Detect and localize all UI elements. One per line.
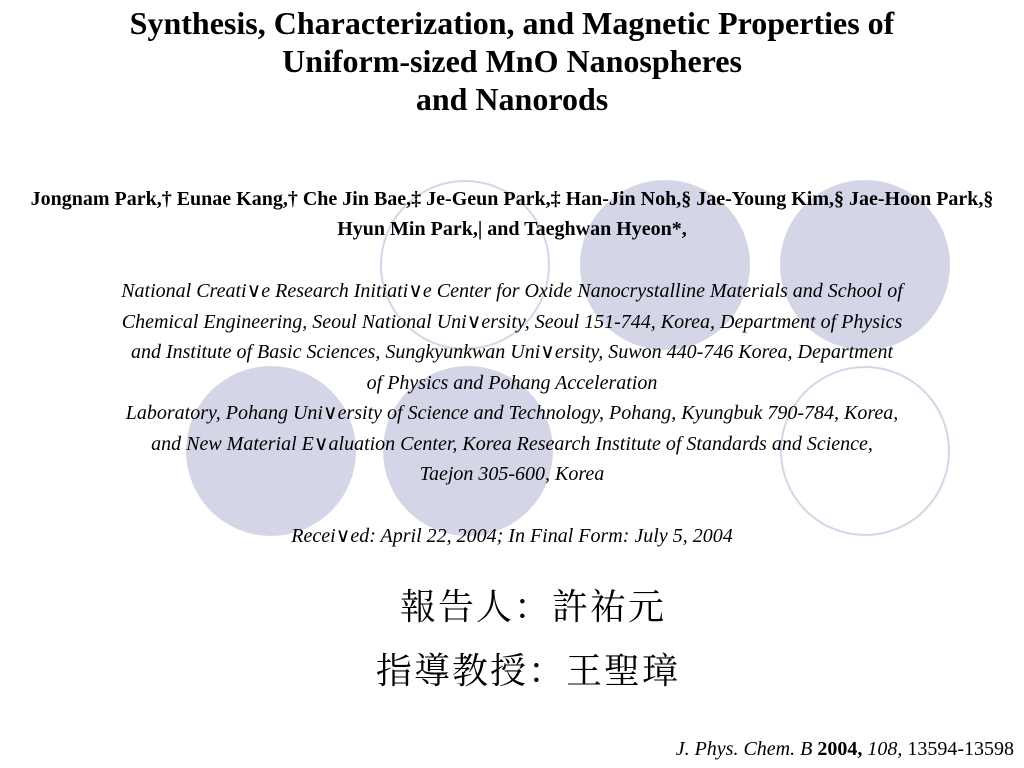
advisor-name: 指導教授：王聖璋 xyxy=(376,651,681,692)
affiliation-line-1: National Creati∨e Research Initiati∨e Center for Oxide Nanocrystalline Materials and School of xyxy=(121,280,903,302)
received-date: Recei∨ed: April 22, 2004; In Final Form: July 5, 2004 xyxy=(291,525,733,547)
affiliation-line-2: Chemical Engineering, Seoul National Uni∨ersity, Seoul 151-744, Korea, Department of Physics xyxy=(121,310,903,333)
affiliation-line-6: and New Material E∨aluation Center, Korea Research Institute of Standards and Science, xyxy=(151,432,873,455)
title-line-3: and Nanorods xyxy=(415,81,609,117)
citation-year: 2004, xyxy=(817,738,863,760)
journal-citation xyxy=(676,736,1014,762)
citation-pages: 13594-13598 xyxy=(907,738,1014,760)
affiliation-line-5: Laboratory, Pohang Uni∨ersity of Science and Technology, Pohang, Kyungbuk 790-784, Korea, xyxy=(125,402,899,424)
citation-journal: J. Phys. Chem. B xyxy=(675,738,813,760)
affiliation-line-7: Taejon 305-600, Korea xyxy=(419,463,605,485)
affiliation-line-3: and Institute of Basic Sciences, Sungkyunkwan Uni∨ersity, Suwon 440-746 Korea, Department xyxy=(130,341,894,363)
title-line-1: Synthesis, Characterization, and Magnetic Properties of xyxy=(129,5,895,41)
citation-volume: 108, xyxy=(867,738,903,760)
paper-title xyxy=(0,4,1024,118)
title-line-2: Uniform-sized MnO Nanospheres xyxy=(282,43,742,79)
affiliation-line-4: of Physics and Pohang Acceleration xyxy=(366,371,658,394)
affiliation-block xyxy=(4,276,1020,490)
presenter-name: 報告人：許祐元 xyxy=(400,587,667,628)
author-list: Jongnam Park,† Eunae Kang,† Che Jin Bae,‡ Je-Geun Park,‡ Han-Jin Noh,§ Jae-Young Kim,§ Jae-Hoon Park,§ Hyun Min Park,| and Taeghwan Hyeon*, xyxy=(30,188,994,240)
